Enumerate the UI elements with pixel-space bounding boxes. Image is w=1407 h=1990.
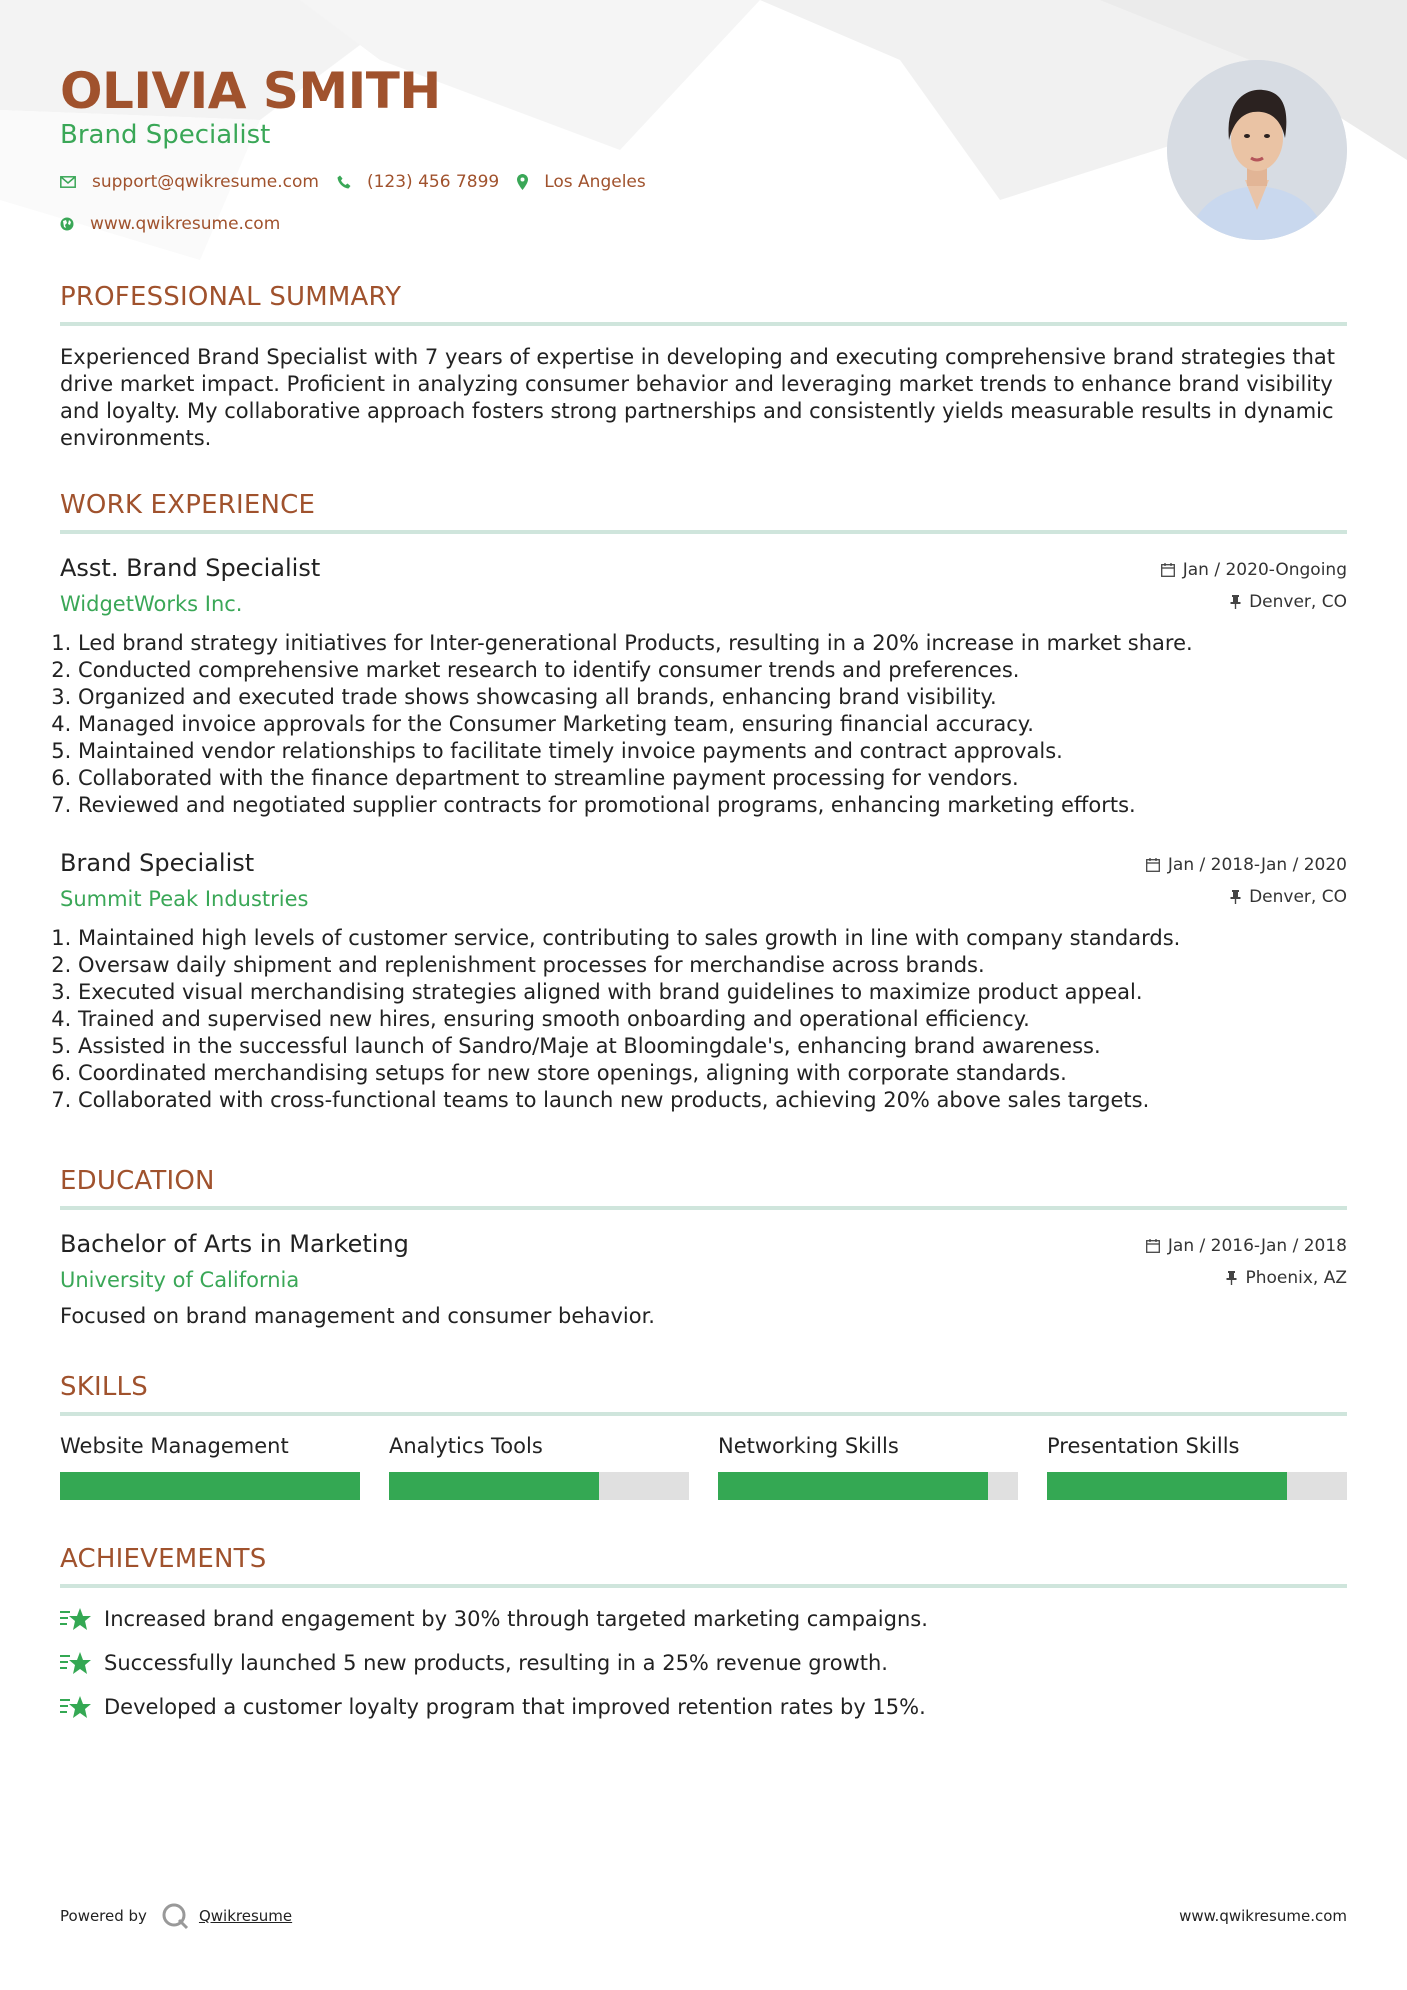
star-list-icon	[60, 1694, 92, 1720]
education-section	[60, 1166, 1347, 1328]
job-bullet: 2. Conducted comprehensive market research to identify consumer trends and preferences.	[78, 657, 1347, 684]
skill-bar	[718, 1472, 1018, 1500]
education-title: EDUCATION	[60, 1166, 1347, 1210]
summary-title: PROFESSIONAL SUMMARY	[60, 282, 1347, 326]
star-list-icon	[60, 1650, 92, 1676]
skills-list	[60, 1434, 1347, 1500]
skill-name: Networking Skills	[718, 1434, 899, 1458]
email-text: support@qwikresume.com	[92, 172, 319, 192]
skill-item	[1047, 1434, 1347, 1500]
candidate-name: OLIVIA SMITH	[60, 62, 441, 120]
contact-location	[517, 172, 646, 192]
achievement-text: Developed a customer loyalty program that improved retention rates by 15%.	[104, 1695, 926, 1719]
header	[60, 0, 1347, 300]
candidate-role: Brand Specialist	[60, 120, 271, 150]
job-bullet: 6. Coordinated merchandising setups for new store openings, aligning with corporate standards.	[78, 1060, 1347, 1087]
job-location-text: Denver, CO	[1249, 592, 1347, 612]
skill-name: Website Management	[60, 1434, 289, 1458]
job-location-text: Denver, CO	[1249, 887, 1347, 907]
skill-name: Presentation Skills	[1047, 1434, 1240, 1458]
achievement-item	[60, 1650, 1347, 1676]
envelope-icon	[60, 176, 76, 188]
job-date-text: Jan / 2020-Ongoing	[1182, 560, 1347, 580]
job-bullet: 5. Assisted in the successful launch of Sandro/Maje at Bloomingdale's, enhancing brand awareness.	[78, 1033, 1347, 1060]
skill-item	[60, 1434, 360, 1500]
website-text: www.qwikresume.com	[90, 214, 281, 234]
work-title: WORK EXPERIENCE	[60, 490, 1347, 534]
job-location	[1230, 592, 1347, 612]
job-entry	[60, 554, 1347, 819]
skill-item	[718, 1434, 1018, 1500]
skill-fill	[60, 1472, 360, 1500]
skill-name: Analytics Tools	[389, 1434, 543, 1458]
skills-title: SKILLS	[60, 1372, 1347, 1416]
skill-fill	[718, 1472, 988, 1500]
profile-photo	[1167, 60, 1347, 240]
summary-section	[60, 282, 1347, 452]
qwikresume-logo-icon	[161, 1902, 189, 1930]
pin-icon	[1230, 595, 1241, 609]
achievement-text: Increased brand engagement by 30% through targeted marketing campaigns.	[104, 1607, 928, 1631]
job-bullet: 6. Collaborated with the finance department to streamline payment processing for vendors.	[78, 765, 1347, 792]
powered-by-label: Powered by	[60, 1907, 147, 1925]
contact-row-2	[60, 214, 298, 234]
job-bullet: 4. Managed invoice approvals for the Consumer Marketing team, ensuring financial accuracy.	[78, 711, 1347, 738]
footer-website[interactable]: www.qwikresume.com	[1179, 1907, 1347, 1925]
qwikresume-link[interactable]: Qwikresume	[198, 1907, 293, 1925]
contact-row	[60, 172, 664, 192]
job-title: Asst. Brand Specialist	[60, 554, 321, 582]
job-location	[1230, 887, 1347, 907]
achievements-section	[60, 1544, 1347, 1720]
job-date-text: Jan / 2018-Jan / 2020	[1167, 855, 1347, 875]
education-location	[1226, 1268, 1347, 1288]
footer	[60, 1902, 1347, 1930]
phone-icon	[337, 175, 351, 189]
skill-fill	[1047, 1472, 1287, 1500]
star-list-icon	[60, 1606, 92, 1632]
skill-bar	[389, 1472, 689, 1500]
skills-section	[60, 1372, 1347, 1500]
job-bullet: 2. Oversaw daily shipment and replenishment processes for merchandise across brands.	[78, 952, 1347, 979]
job-bullet: 1. Led brand strategy initiatives for Inter-generational Products, resulting in a 20% increase in market share.	[78, 630, 1347, 657]
job-bullet: 3. Executed visual merchandising strategies aligned with brand guidelines to maximize product appeal.	[78, 979, 1347, 1006]
job-bullet: 3. Organized and executed trade shows showcasing all brands, enhancing brand visibility.	[78, 684, 1347, 711]
contact-phone[interactable]	[337, 172, 499, 192]
profile-avatar-image	[1167, 60, 1347, 240]
job-entry	[60, 849, 1347, 1114]
work-section	[60, 490, 1347, 1114]
calendar-icon	[1161, 563, 1175, 577]
job-bullet: 7. Collaborated with cross-functional teams to launch new products, achieving 20% above sales targets.	[78, 1087, 1347, 1114]
achievement-item	[60, 1606, 1347, 1632]
job-bullets	[60, 630, 1347, 819]
achievements-title: ACHIEVEMENTS	[60, 1544, 1347, 1588]
job-title: Brand Specialist	[60, 849, 255, 877]
map-marker-icon	[517, 174, 528, 190]
phone-text: (123) 456 7899	[366, 172, 500, 192]
job-bullet: 4. Trained and supervised new hires, ensuring smooth onboarding and operational efficiency.	[78, 1006, 1347, 1033]
job-company: Summit Peak Industries	[60, 887, 309, 911]
pin-icon	[1226, 1271, 1237, 1285]
job-date	[1161, 560, 1347, 580]
location-text: Los Angeles	[544, 172, 646, 192]
skill-bar	[60, 1472, 360, 1500]
job-bullet: 5. Maintained vendor relationships to facilitate timely invoice payments and contract approvals.	[78, 738, 1347, 765]
education-entry	[60, 1230, 1347, 1328]
education-date-text: Jan / 2016-Jan / 2018	[1167, 1236, 1347, 1256]
achievement-text: Successfully launched 5 new products, resulting in a 25% revenue growth.	[104, 1651, 888, 1675]
job-bullets	[60, 925, 1347, 1114]
contact-website[interactable]	[60, 214, 280, 234]
school: University of California	[60, 1268, 300, 1292]
skill-item	[389, 1434, 689, 1500]
education-location-text: Phoenix, AZ	[1245, 1268, 1347, 1288]
calendar-icon	[1146, 1239, 1160, 1253]
education-description: Focused on brand management and consumer behavior.	[60, 1304, 655, 1328]
job-date	[1146, 855, 1347, 875]
powered-by	[60, 1902, 292, 1930]
education-date	[1146, 1236, 1347, 1256]
job-bullet: 1. Maintained high levels of customer service, contributing to sales growth in line with company standards.	[78, 925, 1347, 952]
job-company: WidgetWorks Inc.	[60, 592, 243, 616]
skill-bar	[1047, 1472, 1347, 1500]
globe-icon	[60, 217, 74, 231]
skill-fill	[389, 1472, 599, 1500]
job-bullet: 7. Reviewed and negotiated supplier contracts for promotional programs, enhancing marketing efforts.	[78, 792, 1347, 819]
summary-text: Experienced Brand Specialist with 7 years of expertise in developing and executing comprehensive brand strategies that drive market impact. Proficient in analyzing consumer behavior and leveraging market trends to enhance brand visibility and loyalty. My collaborative approach fosters strong partnerships and consistently yields measurable results in dynamic environments.	[60, 345, 1335, 450]
achievement-item	[60, 1694, 1347, 1720]
contact-email[interactable]	[60, 172, 319, 192]
degree: Bachelor of Arts in Marketing	[60, 1230, 409, 1258]
pin-icon	[1230, 890, 1241, 904]
calendar-icon	[1146, 858, 1160, 872]
